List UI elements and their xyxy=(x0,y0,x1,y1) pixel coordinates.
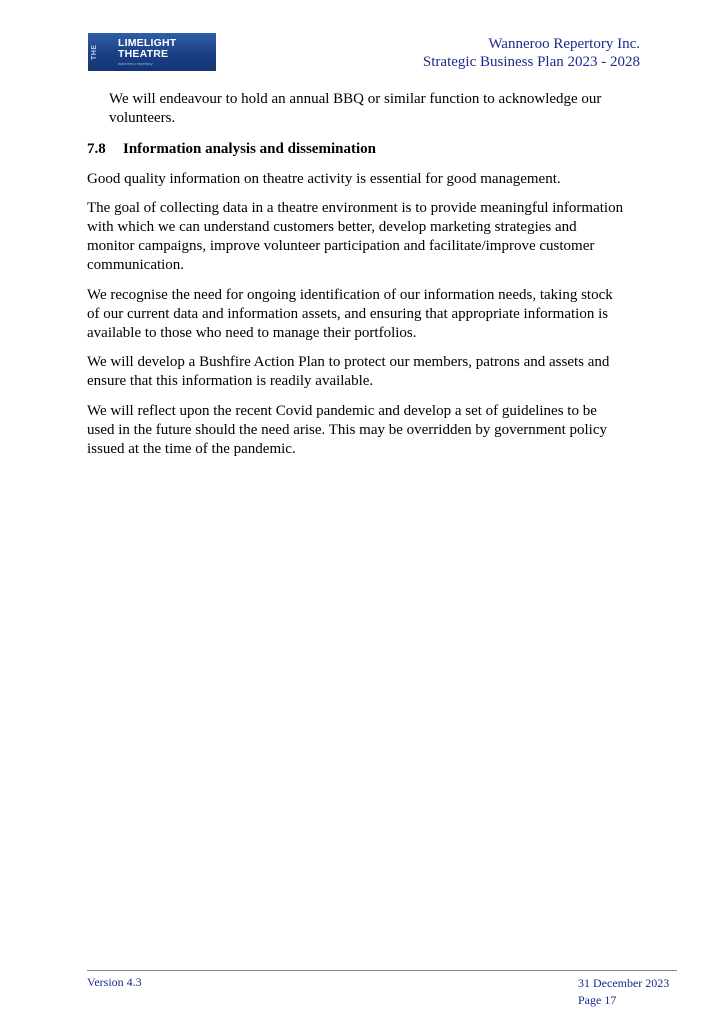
plan-title: Strategic Business Plan 2023 - 2028 xyxy=(422,54,640,70)
paragraph: We will reflect upon the recent Covid pandemic and develop a set of guidelines to be used in the future should the need arise. This may be overridden by government policy issued at the time of the pandemic. xyxy=(87,402,608,458)
paragraph: Good quality information on theatre activity is essential for good management. xyxy=(87,170,561,187)
footer-divider xyxy=(87,970,677,971)
intro-paragraph: We will endeavour to hold an annual BBQ or similar function to acknowledge our volunteers. xyxy=(109,91,602,127)
organisation-name: Wanneroo Repertory Inc. xyxy=(488,36,640,52)
version-label: Version 4.3 xyxy=(87,975,142,989)
document-date: 31 December 2023 xyxy=(578,976,670,990)
section-title: Information analysis and dissemination xyxy=(123,141,376,158)
paragraph: We recognise the need for ongoing identification of our information needs, taking stock of our current data and information assets, and ensuring that appropriate information is available to those who need to manage their portfolios. xyxy=(87,286,613,342)
paragraph: We will develop a Bushfire Action Plan to protect our members, patrons and assets and ensure that this information is readily available. xyxy=(87,354,610,390)
logo-tagline: wanneroo repertory xyxy=(118,61,153,66)
document-body xyxy=(87,90,627,469)
section-heading xyxy=(87,140,627,159)
page-footer-right xyxy=(578,975,669,1009)
limelight-theatre-logo xyxy=(88,33,216,71)
logo-the-text: THE xyxy=(91,44,98,60)
section-number: 7.8 xyxy=(87,141,106,158)
page-header xyxy=(423,35,640,71)
paragraph: The goal of collecting data in a theatre environment is to provide meaningful information with which we can understand customers better, develop marketing strategies and monitor campaigns, improve volunteer participation and facilitate/improve customer communication. xyxy=(87,199,624,274)
logo-theatre-text: THEATRE xyxy=(118,48,169,60)
logo-limelight-text: LIMELIGHT xyxy=(118,37,177,49)
page-number: Page 17 xyxy=(578,993,617,1007)
